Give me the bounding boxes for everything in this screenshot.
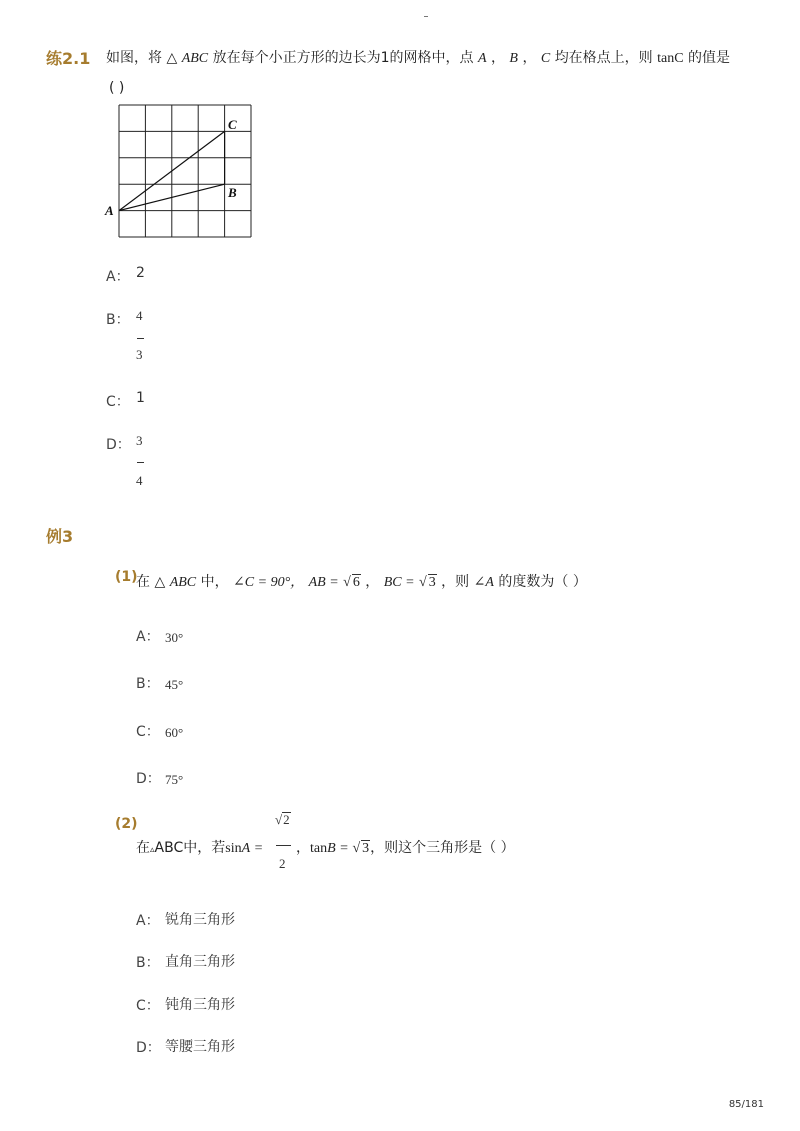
part-1-question	[136, 571, 587, 591]
p1-option-b-label: B：	[136, 676, 160, 692]
radicand-3: 3	[428, 575, 436, 590]
fraction-denominator: 2	[279, 856, 286, 871]
sqrt-symbol: √	[419, 575, 427, 590]
option-b-numerator: 4	[136, 308, 143, 323]
q-text-mid2: 均在格点上，则	[554, 50, 653, 66]
answer-paren: ( )	[109, 80, 125, 96]
comma: ，	[365, 574, 380, 590]
sin-function: sin	[225, 841, 242, 856]
q-text-end: ，则这个三角形是（ ）	[370, 840, 515, 856]
q-text-zhong: 中，	[200, 574, 229, 590]
point-b: B	[509, 51, 518, 66]
triangle-symbol: △	[154, 574, 166, 590]
p2-option-b-label: B：	[136, 955, 160, 971]
option-a-label: A：	[106, 269, 130, 285]
option-b-label: B：	[106, 312, 130, 328]
p2-option-a-label: A：	[136, 913, 160, 929]
option-b-denominator: 3	[136, 347, 143, 362]
figure-label-b: B	[228, 185, 237, 200]
q-text-mid: ，则	[441, 574, 470, 590]
fraction-numerator	[275, 812, 291, 828]
tan-expression: tanC	[657, 51, 684, 66]
comma: ，	[296, 840, 310, 856]
fraction-bar	[276, 845, 291, 846]
angle-c: ∠C = 90°，	[233, 575, 305, 590]
option-c-label: C：	[106, 394, 130, 410]
example-tag: 例3	[46, 527, 74, 546]
p2-option-d-value: 等腰三角形	[165, 1039, 235, 1055]
sqrt-3	[352, 840, 370, 857]
sqrt-symbol: √	[275, 812, 283, 827]
angle-a: ∠A	[473, 575, 494, 590]
sqrt-3	[419, 574, 437, 591]
p1-option-a-label: A：	[136, 629, 160, 645]
bc-expression: BC =	[383, 575, 415, 590]
triangle-symbol: △	[166, 50, 178, 66]
comma: ，	[522, 50, 537, 66]
point-c: C	[540, 51, 551, 66]
option-d-numerator: 3	[136, 433, 143, 448]
triangle-name: ABC	[169, 575, 197, 590]
p1-option-d-value: 75°	[165, 772, 184, 787]
sqrt-6	[343, 574, 361, 591]
comma: ，	[490, 50, 505, 66]
triangle-symbol: ▵	[150, 845, 155, 855]
option-d-denominator: 4	[136, 473, 143, 488]
p2-option-b-value: 直角三角形	[165, 954, 235, 970]
grid-figure	[100, 98, 260, 243]
option-a-value: 2	[136, 265, 145, 281]
ab-expression: AB =	[308, 575, 339, 590]
triangle-name: ABC中，若	[154, 840, 226, 856]
option-c-value: 1	[136, 390, 145, 406]
part-2-number: (2)	[115, 816, 138, 832]
option-d-label: D：	[106, 437, 131, 453]
sin-variable: A	[241, 841, 251, 856]
radicand-6: 6	[352, 575, 360, 590]
p2-option-d-label: D：	[136, 1040, 161, 1056]
p2-option-c-label: C：	[136, 998, 160, 1014]
exercise-tag: 练2.1	[46, 49, 91, 68]
p1-option-c-label: C：	[136, 724, 160, 740]
question-text	[106, 47, 730, 67]
p1-option-c-value: 60°	[165, 725, 184, 740]
q-text-end: 的度数为（ ）	[498, 574, 587, 590]
equals-sign: =	[254, 841, 263, 856]
figure-label-c: C	[228, 117, 237, 132]
q-text-mid1: 放在每个小正方形的边长为1的网格中，点	[212, 50, 474, 66]
sqrt-symbol: √	[343, 575, 351, 590]
part-1-number: (1)	[115, 569, 138, 585]
sqrt-symbol: √	[352, 841, 361, 856]
q-text-end: 的值是	[688, 50, 731, 66]
equals-sign: =	[340, 841, 349, 856]
tan-function: tan	[310, 841, 328, 856]
part-2-question-post	[296, 837, 515, 857]
tan-variable: B	[327, 841, 336, 856]
page-number: 85/181	[728, 1099, 764, 1110]
point-a: A	[477, 51, 487, 66]
radicand-2: 2	[283, 812, 290, 827]
part-2-question-pre	[136, 837, 263, 857]
q-text-pre: 在	[136, 574, 150, 590]
figure-label-a: A	[105, 203, 114, 218]
q-text-pre: 在	[136, 840, 150, 856]
triangle-name: ABC	[181, 51, 209, 66]
radicand-3: 3	[362, 841, 370, 856]
p2-option-a-value: 锐角三角形	[165, 912, 235, 928]
q-text-pre: 如图，将	[106, 50, 162, 66]
p2-option-c-value: 钝角三角形	[165, 997, 235, 1013]
option-d-fraction-bar	[137, 462, 144, 463]
p1-option-b-value: 45°	[165, 677, 184, 692]
p1-option-a-value: 30°	[165, 630, 184, 645]
p1-option-d-label: D：	[136, 771, 161, 787]
option-b-fraction-bar	[137, 338, 144, 339]
